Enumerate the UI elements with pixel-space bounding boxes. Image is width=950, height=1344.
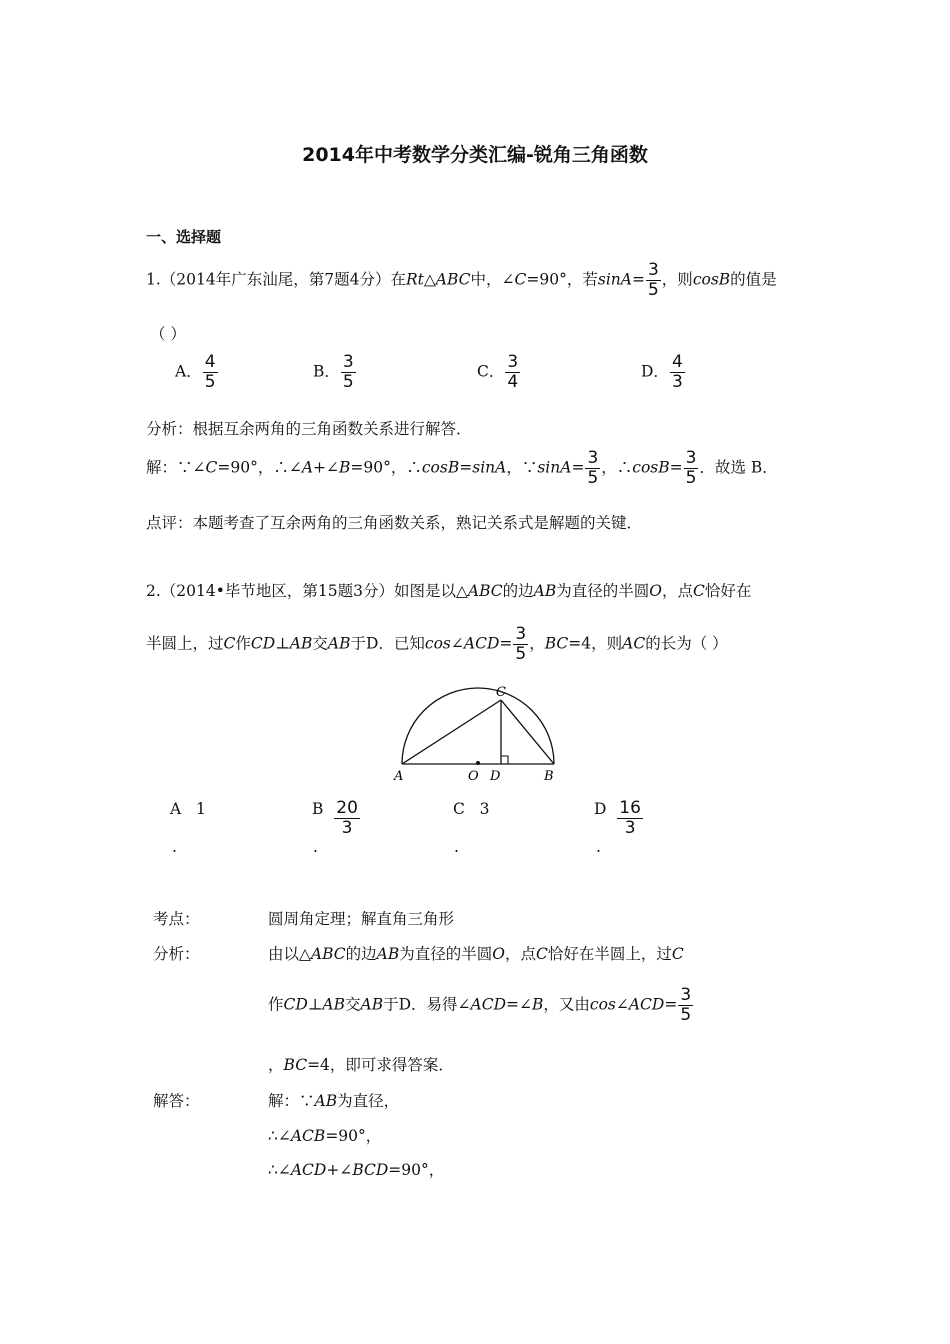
segment-ac — [402, 700, 501, 764]
fenxi-text: =∠ — [506, 995, 532, 1014]
fenxi-text: = — [664, 995, 678, 1014]
solution-text: ，∴ — [601, 458, 633, 477]
fraction-numerator: 3 — [685, 448, 697, 468]
q2-option-a-dot: . — [172, 838, 177, 856]
q2-text: 半圆上，过 — [146, 634, 224, 653]
fraction-numerator: 4 — [671, 352, 683, 372]
label-d: D — [490, 769, 501, 784]
solution-text: =90°，∴ — [350, 458, 422, 477]
q2-stem-line1 — [146, 579, 751, 601]
q2-var: C — [692, 582, 705, 600]
option-label: C． — [477, 362, 505, 381]
jieda-text: =90°， — [325, 1127, 382, 1145]
fraction-numerator: 3 — [680, 985, 692, 1005]
fenxi-text: 为直径的半圆 — [399, 945, 493, 963]
fenxi-text: ⊥ — [307, 995, 323, 1014]
q2-var: AB — [327, 634, 351, 653]
jieda-label: 解答： — [153, 1092, 200, 1110]
fenxi-text: 恰好在半圆上，过 — [547, 945, 672, 963]
q1-stem-fraction — [646, 262, 661, 299]
q2-text: 2.（2014•毕节地区，第15题3分）如图是以△ — [146, 582, 468, 600]
fraction-numerator: 3 — [507, 352, 519, 372]
kaodian-label: 考点： — [153, 910, 200, 928]
q1-analysis: 分析：根据互余两角的三角函数关系进行解答． — [146, 420, 472, 438]
q2-var: AB — [289, 634, 313, 653]
q1-stem-sina: sinA — [597, 270, 632, 289]
fenxi-var: BC — [283, 1056, 308, 1074]
q2-text: 恰好在 — [704, 582, 752, 600]
jieda-text: 为直径， — [337, 1092, 400, 1110]
q2-var: ACD — [463, 634, 500, 653]
fraction-numerator: 3 — [515, 624, 527, 644]
q2-text: ∠ — [450, 634, 464, 653]
fraction-denominator: 5 — [515, 644, 527, 664]
fenxi-label: 分析： — [153, 945, 200, 963]
fraction-denominator: 5 — [342, 372, 354, 392]
fenxi-text: 的边 — [345, 945, 377, 963]
option-label: C — [453, 800, 465, 818]
q1-option-c — [477, 354, 521, 391]
q2-text: ，点 — [661, 582, 693, 600]
segment-bc — [501, 700, 554, 764]
jieda-text: +∠ — [326, 1161, 353, 1179]
solution-text: = — [459, 458, 473, 477]
fraction-numerator: 16 — [619, 798, 641, 818]
q1-stem-text: 1.（2014年广东汕尾，第7题4分）在 — [146, 270, 406, 289]
option-fraction — [334, 800, 360, 837]
q2-var: cos — [424, 634, 451, 653]
fenxi-var: ACD — [470, 995, 506, 1014]
q2-stem-line2 — [146, 626, 728, 663]
label-c: C — [496, 685, 506, 700]
semicircle-arc — [402, 688, 554, 764]
q2-var: AB — [533, 582, 557, 600]
solution-var: sinA — [537, 458, 572, 477]
q1-stem-triangle: △ — [423, 270, 436, 289]
fenxi-text: =4，即可求得答案． — [307, 1056, 454, 1074]
jieda-text: 解：∵ — [268, 1092, 315, 1110]
fenxi-var: AB — [360, 995, 384, 1014]
fraction-denominator: 5 — [685, 468, 697, 488]
fenxi-line2 — [268, 987, 694, 1024]
fenxi-text: ，点 — [505, 945, 537, 963]
right-angle-mark — [501, 756, 508, 764]
option-label: A． — [175, 362, 202, 381]
fenxi-var: CD — [283, 995, 308, 1014]
jieda-text: ∴∠ — [268, 1161, 291, 1179]
semicircle-figure — [390, 680, 570, 786]
label-o: O — [468, 769, 479, 784]
fraction-numerator: 3 — [647, 260, 659, 280]
q2-text: 的边 — [502, 582, 534, 600]
option-fraction — [617, 800, 643, 837]
option-label: B — [312, 800, 324, 818]
kaodian-text: 圆周角定理；解直角三角形 — [268, 910, 455, 928]
fenxi-text: 由以△ — [268, 945, 311, 963]
fenxi-var: cos — [589, 995, 616, 1014]
fenxi-text: 于D．易得∠ — [383, 995, 471, 1014]
q2-option-b-dot: . — [313, 838, 318, 856]
fraction-numerator: 3 — [587, 448, 599, 468]
q1-stem-abc: ABC — [435, 270, 471, 289]
option-value: 3 — [479, 800, 490, 818]
q1-option-a — [175, 354, 219, 391]
option-fraction — [670, 354, 685, 391]
q2-option-d — [594, 800, 644, 837]
solution-text: =90°，∴∠ — [217, 458, 302, 477]
fenxi-text: ， — [268, 1056, 284, 1074]
fenxi-var: AB — [376, 945, 400, 963]
option-label: D． — [641, 362, 669, 381]
q1-paren: （ ） — [150, 325, 186, 343]
option-fraction — [505, 354, 520, 391]
q2-option-c-dot: . — [454, 838, 459, 856]
q1-stem-rt: Rt — [405, 270, 424, 289]
q2-var: ABC — [467, 582, 503, 600]
q1-stem-text: = — [631, 270, 645, 289]
q2-option-a — [170, 800, 206, 818]
fenxi-var: C — [671, 945, 684, 963]
section-heading: 一、选择题 — [146, 228, 222, 246]
fraction-denominator: 3 — [341, 818, 353, 838]
q2-fraction — [513, 626, 528, 663]
jieda-line3 — [268, 1158, 444, 1180]
q1-stem-text: 中，∠ — [470, 270, 515, 289]
fraction-denominator: 3 — [624, 818, 636, 838]
option-fraction — [203, 354, 218, 391]
option-label: A — [170, 800, 182, 818]
label-a: A — [394, 769, 404, 784]
q1-option-d — [641, 354, 686, 391]
page-title: 2014年中考数学分类汇编-锐角三角函数 — [302, 144, 648, 166]
q2-text: ， — [529, 634, 545, 653]
fenxi-var: B — [531, 995, 544, 1014]
fraction-numerator: 3 — [342, 352, 354, 372]
fenxi-line1 — [268, 942, 684, 964]
fenxi-line3 — [268, 1053, 454, 1075]
fraction-denominator: 5 — [587, 468, 599, 488]
q2-var: O — [649, 582, 662, 600]
solution-fraction — [585, 450, 600, 487]
option-fraction — [341, 354, 356, 391]
jieda-line2 — [268, 1124, 381, 1146]
solution-fraction — [684, 450, 699, 487]
fenxi-text: 交 — [344, 995, 361, 1014]
fenxi-var: ABC — [310, 945, 346, 963]
solution-var: B — [339, 458, 351, 477]
q2-var: BC — [544, 634, 569, 653]
fenxi-text: 作 — [268, 995, 284, 1014]
q1-stem-text: 的值是 — [730, 270, 777, 289]
jieda-text: =90°， — [388, 1161, 445, 1179]
q1-stem-text: ，则 — [661, 270, 693, 289]
q2-text: 交 — [312, 634, 328, 653]
center-point-o — [476, 761, 480, 765]
jieda-var: AB — [314, 1092, 338, 1110]
q2-var: AC — [622, 634, 646, 653]
fenxi-var: C — [536, 945, 548, 963]
fenxi-text: ∠ — [615, 995, 629, 1014]
fraction-numerator: 20 — [336, 798, 358, 818]
option-value: 1 — [195, 800, 206, 818]
q2-text: 于D．已知 — [350, 634, 425, 653]
q2-var: C — [223, 634, 236, 653]
solution-text: = — [571, 458, 585, 477]
q2-var: CD — [250, 634, 276, 653]
solution-text: +∠ — [313, 458, 340, 477]
fenxi-var: AB — [322, 995, 345, 1014]
solution-var: cosB — [632, 458, 670, 477]
option-label: D — [594, 800, 607, 818]
fenxi-var: ACD — [628, 995, 665, 1014]
q1-comment: 点评：本题考查了互余两角的三角函数关系，熟记关系式是解题的关键． — [146, 514, 643, 532]
fraction-denominator: 3 — [671, 372, 683, 392]
q2-text: ⊥ — [275, 634, 290, 653]
fraction-denominator: 5 — [204, 372, 216, 392]
fenxi-var: O — [492, 945, 505, 963]
q1-stem-cosb: cosB — [692, 270, 731, 289]
fraction-denominator: 5 — [647, 280, 659, 300]
solution-text: ．故选 B． — [699, 458, 778, 477]
jieda-line1 — [268, 1089, 399, 1111]
q2-text: =4，则 — [568, 634, 623, 653]
q1-stem-text: =90°，若 — [526, 270, 598, 289]
fenxi-text: ，又由 — [543, 995, 590, 1014]
q2-option-d-dot: . — [596, 838, 601, 856]
solution-var: sinA — [472, 458, 507, 477]
q2-option-b — [312, 800, 361, 837]
label-b: B — [544, 769, 554, 784]
q1-option-b — [313, 354, 357, 391]
solution-text: 解：∵∠ — [146, 458, 206, 477]
q2-text: 作 — [235, 634, 251, 653]
q1-solution — [146, 450, 778, 487]
q2-text: 为直径的半圆 — [556, 582, 650, 600]
fenxi-fraction — [678, 987, 693, 1024]
fraction-numerator: 4 — [204, 352, 216, 372]
solution-var: cosB — [421, 458, 460, 477]
q2-option-c — [453, 800, 490, 818]
solution-var: A — [301, 458, 314, 477]
jieda-var: ACD — [290, 1161, 327, 1179]
q1-stem-c: C — [514, 270, 527, 289]
solution-text: ，∵ — [506, 458, 538, 477]
q2-text: 的长为（ ） — [645, 634, 728, 653]
option-label: B． — [313, 362, 340, 381]
jieda-var: ACB — [290, 1127, 326, 1145]
solution-var: C — [205, 458, 218, 477]
solution-text: = — [669, 458, 683, 477]
fraction-denominator: 4 — [507, 372, 519, 392]
jieda-text: ∴∠ — [268, 1127, 291, 1145]
fraction-denominator: 5 — [680, 1005, 692, 1025]
q2-text: = — [499, 634, 513, 653]
q1-stem — [146, 262, 777, 299]
jieda-var: BCD — [352, 1161, 389, 1179]
